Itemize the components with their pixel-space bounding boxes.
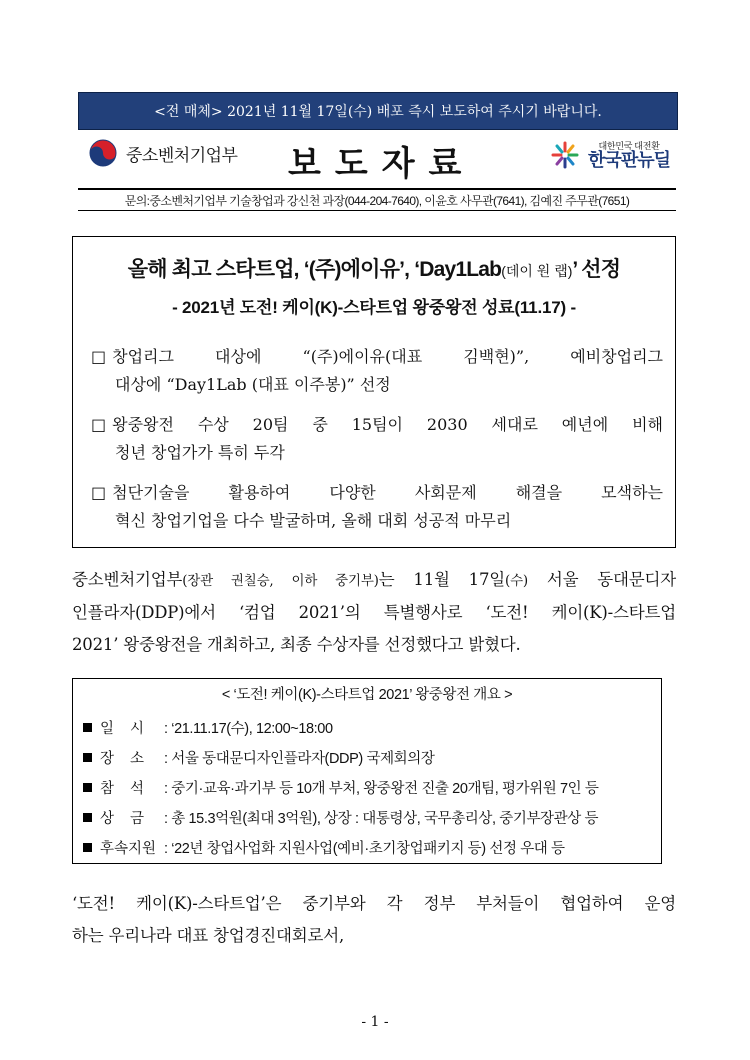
summary-bullet — [91, 479, 663, 535]
checkbox-square-icon: □ — [91, 483, 107, 502]
overview-box — [72, 678, 662, 864]
summary-box — [72, 236, 676, 548]
headline-main: 올해 최고 스타트업, ‘(주)에이유’, ‘Day1Lab — [127, 258, 502, 281]
bullet-square-icon — [83, 813, 92, 822]
overview-title: < ‘도전! 케이(K)-스타트업 2021’ 왕중왕전 개요 > — [221, 687, 513, 703]
overview-label: 일 시 — [100, 721, 151, 737]
overview-value: : 총 15.3억원(최대 3억원), 상장 : 대통령상, 국무총리상, 중기부장관상 등 — [164, 811, 599, 827]
contact-line: 문의:중소벤처기업부 기술창업과 강신천 과장(044-204-7640), 이윤호 사무관(7641), 김예진 주무관(7651) — [78, 188, 676, 211]
overview-label: 후속지원 — [100, 841, 157, 857]
headline — [73, 253, 675, 283]
para-text: 하는 우리나라 대표 창업경진대회로서, — [72, 926, 345, 945]
para-text: 중소벤처기업부 — [72, 570, 183, 589]
overview-value: : ‘22년 창업사업화 지원사업(예비·초기창업패키지 등) 선정 우대 등 — [164, 841, 565, 857]
korean-new-deal-logo — [548, 140, 670, 170]
overview-row — [83, 747, 435, 768]
checkbox-square-icon: □ — [91, 347, 107, 366]
bullet-square-icon — [83, 843, 92, 852]
overview-label: 참 석 — [100, 781, 151, 797]
new-deal-icon — [548, 140, 582, 170]
overview-row — [83, 837, 565, 858]
body-paragraph-1 — [72, 564, 676, 661]
checkbox-square-icon: □ — [91, 415, 107, 434]
bullet-line: 첨단기술을 활용하여 다양한 사회문제 해결을 모색하는 — [112, 483, 663, 502]
overview-row — [83, 807, 598, 828]
para-text: ‘도전! 케이(K)-스타트업’은 중기부와 각 정부 부처들이 협업하여 운영 — [72, 894, 676, 913]
summary-bullet — [91, 343, 663, 399]
headline-tail: ’ 선정 — [572, 258, 621, 281]
bullet-square-icon — [83, 753, 92, 762]
bullet-square-icon — [83, 783, 92, 792]
new-deal-tagline: 대한민국 대전환 — [598, 140, 660, 151]
page-number: - 1 - — [361, 1014, 389, 1030]
embargo-banner: <전 매체> 2021년 11월 17일(수) 배포 즉시 보도하여 주시기 바랍니다. — [78, 92, 678, 130]
overview-label: 장 소 — [100, 751, 151, 767]
bullet-line: 창업리그 대상에 “(주)에이유(대표 김백현)”, 예비창업리그 — [112, 347, 663, 366]
bullet-line: 청년 창업가가 특히 두각 — [115, 443, 285, 462]
overview-row — [83, 717, 333, 738]
body-paragraph-2 — [72, 888, 676, 952]
overview-value: : 중기·교육·과기부 등 10개 부처, 왕중왕전 진출 20개팀, 평가위원 7인 등 — [164, 781, 599, 797]
para-text: (수) — [505, 573, 528, 589]
para-text: 는 11월 17일 — [378, 570, 505, 589]
ministry-logo — [88, 138, 237, 168]
para-text: 2021’ 왕중왕전을 개최하고, 최종 수상자를 선정했다고 밝혔다. — [72, 635, 521, 654]
para-text: (장관 권칠승, 이하 중기부) — [182, 573, 379, 589]
new-deal-name: 한국판뉴딜 — [588, 149, 670, 170]
overview-value: : 서울 동대문디자인플라자(DDP) 국제회의장 — [164, 751, 435, 767]
bullet-line: 혁신 창업기업을 다수 발굴하며, 올해 대회 성공적 마무리 — [115, 511, 512, 530]
press-release-title: 보도자료 — [288, 144, 476, 184]
headline-small: (데이 원 랩) — [501, 263, 573, 279]
subheadline: - 2021년 도전! 케이(K)-스타트업 왕중왕전 성료(11.17) - — [172, 298, 576, 317]
para-text: 서울 동대문디자 — [527, 570, 677, 589]
overview-row — [83, 777, 599, 798]
header — [78, 132, 676, 184]
ministry-name: 중소벤처기업부 — [126, 145, 238, 165]
bullet-line: 대상에 “Day1Lab (대표 이주봉)” 선정 — [115, 375, 391, 394]
overview-label: 상 금 — [100, 811, 151, 827]
summary-bullet — [91, 411, 663, 467]
bullet-square-icon — [83, 723, 92, 732]
taegeuk-icon — [88, 138, 118, 168]
overview-value: : ‘21.11.17(수), 12:00~18:00 — [164, 721, 333, 737]
bullet-line: 왕중왕전 수상 20팀 중 15팀이 2030 세대로 예년에 비해 — [112, 415, 663, 434]
para-text: 인플라자(DDP)에서 ‘컴업 2021’의 특별행사로 ‘도전! 케이(K)-스타트업 — [72, 603, 676, 622]
